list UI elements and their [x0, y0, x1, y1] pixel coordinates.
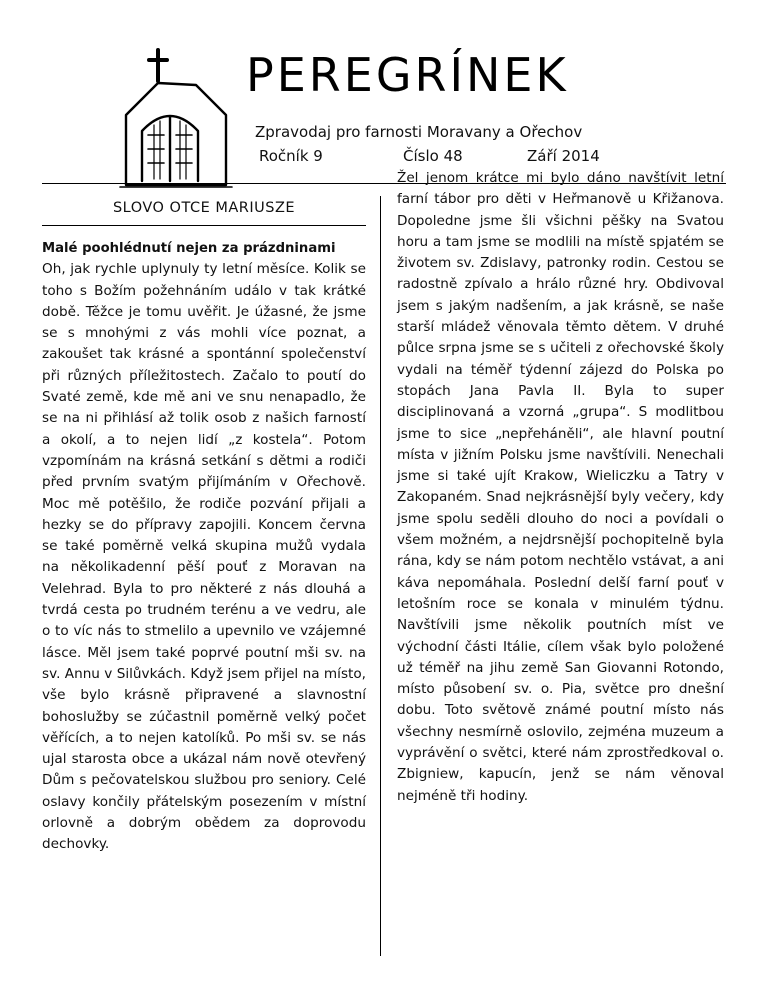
- section-divider: [42, 225, 366, 226]
- newsletter-subtitle: Zpravodaj pro farnosti Moravany a Ořechov: [255, 123, 583, 141]
- left-column: [42, 197, 366, 856]
- chapel-logo-icon: [118, 45, 236, 195]
- volume-label: Ročník 9: [259, 147, 323, 165]
- newsletter-title: PEREGRÍNEK: [246, 48, 569, 102]
- issue-date: Září 2014: [527, 147, 600, 165]
- article-body-right: Žel jenom krátce mi bylo dáno navštívit letní farní tábor pro děti v Heřmanově u Křižanova. Dopoledne jsme šli všichni pěšky na Svatou horu a tam jsme se modlili na místě spjatém se životem sv. Zdislavy, patronky rodin. Cestou se radostně zpívalo a hrálo různé hry. Obdivoval jsem s jakým nadšením, a jak krásně, se naše starší mládež věnovala těmto dětem. V druhé půlce srpna jsme se s učiteli z ořechovské školy vydali na téměř týdenní zájezd do Polska po stopách Jana Pavla II. Byla to super disciplinovaná a vzorná „grupa“. S modlitbou jsme to sice „nepřeháněli“, ale hlavní poutní místa v jižním Polsku jsme navštívili. Nenechali jsme si také ujít Krakow, Wieliczku a Tatry v Zakopaném. Snad nejkrásnější byly večery, kdy jsme spolu seděli dlouho do noci a povídali o všem možném, a nejdrsnější pochopitelně byla rána, kdy se nám potom nechtělo vstávat, a ani káva nepomáhala. Poslední delší farní pouť v letošním roce se konala v minulém týdnu. Navštívili jsme několik poutních míst ve východní části Itálie, cílem však bylo položené už téměř na jihu země San Giovanni Rotondo, místo působení sv. o. Pia, světce pro dnešní dobu. Toto světově známé poutní místo nás všechny nesmírně oslovilo, zejména muzeum a vyprávění o světci, které nám zprostředkoval o. Zbigniew, kapucín, jenž se nám věnoval nejméně tři hodiny.: [397, 170, 724, 804]
- issue-number: Číslo 48: [403, 147, 463, 165]
- article-lead: Malé poohlédnutí nejen za prázdninami: [42, 241, 336, 256]
- column-divider: [380, 196, 381, 956]
- section-heading: SLOVO OTCE MARIUSZE: [112, 200, 296, 216]
- right-column: [397, 168, 724, 807]
- article-body-left: Oh, jak rychle uplynuly ty letní měsíce. Kolik se toho s Božím požehnáním událo v tak krátké době. Těžce je tomu uvěřit. Je úžasné, že jsme se s mnohými z vás mohli více poznat, a zakoušet tak krásné a spontánní společenství při různých příležitostech. Začalo to poutí do Svaté země, kde mě ani ve snu nenapadlo, že se na ni přihlásí až tolik osob z našich farností a okolí, a to nejen lidí „z kostela“. Potom vzpomínám na krásná setkání s dětmi a rodiči před prvním svatým přijímáním v Ořechově. Moc mě potěšilo, že rodiče pozvání přijali a hezky se do přípravy zapojili. Koncem června se také poměrně velká skupina mužů vydala na několikadenní pěší pouť z Moravan na Velehrad. Byla to pro některé z nás dlouhá a tvrdá cesta po trudném terénu a ve vedru, ale o to víc nás to stmelilo a upevnilo ve vzájemné lásce. Měl jsem také poprvé poutní mši sv. na sv. Annu v Silůvkách. Když jsem přijel na místo, vše bylo krásně připravené a slavnostní bohoslužby se zúčastnil poměrně velký počet věřících, a to nejen katolíků. Po mši sv. se nás ujal starosta obce a ukázal nám nově otevřený Dům s pečovatelskou službou pro seniory. Celé oslavy končily přátelským posezením v místní orlovně a dobrým obědem za doprovodu dechovky.: [42, 261, 366, 853]
